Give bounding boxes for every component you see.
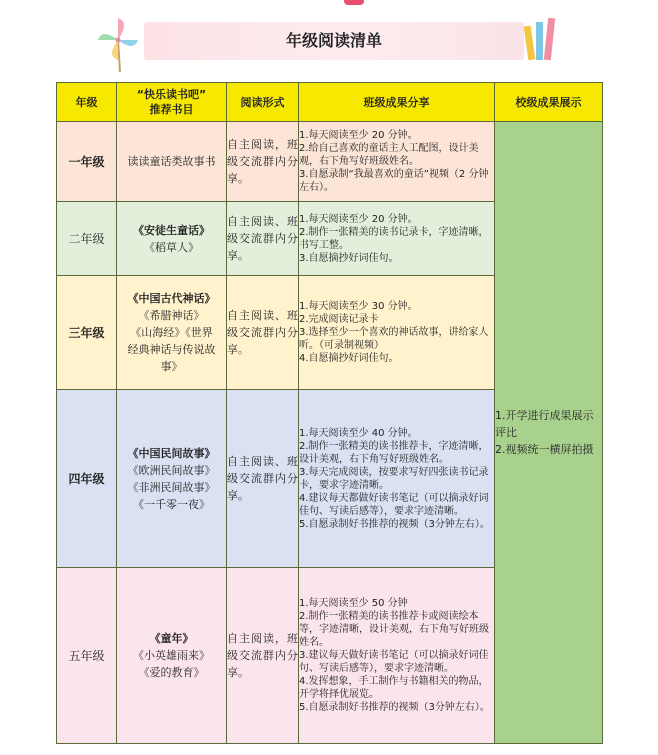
share-item: 3.建议每天做好读书笔记（可以摘录好词佳句、写读后感等），要求字迹清晰。 xyxy=(299,650,489,674)
share-item: 3.选择至少一个喜欢的神话故事，讲给家人听。（可录制视频） xyxy=(299,327,489,351)
share-item: 4.建议每天都做好读书笔记（可以摘录好词佳句、写读后感等），要求字迹清晰。 xyxy=(299,492,489,517)
header-class-share: 班级成果分享 xyxy=(299,83,495,122)
school-show-cell xyxy=(495,122,603,744)
share-item: 2.制作一张精美的读书记录卡，字迹清晰，书写工整。 xyxy=(299,226,489,251)
share-item: 4.自愿摘抄好词佳句。 xyxy=(299,353,399,364)
share-item: 1.每天阅读至少 50 分钟 xyxy=(299,598,408,609)
share-cell xyxy=(299,390,495,568)
share-item: 1.每天阅读至少 20 分钟。 xyxy=(299,130,418,141)
pinwheel-icon xyxy=(96,14,140,72)
school-show-item: 2.视频统一横屏拍摄 xyxy=(495,443,594,456)
form-cell: 自主阅读，班级交流群内分享。 xyxy=(227,568,299,744)
share-cell xyxy=(299,202,495,276)
form-cell: 自主阅读，班级交流群内分享。 xyxy=(227,122,299,202)
form-cell: 自主阅读、班级交流群内分享。 xyxy=(227,390,299,568)
books-cell xyxy=(117,202,227,276)
book-title: 《童年》 xyxy=(149,632,194,645)
share-cell xyxy=(299,276,495,390)
book-title: 《一千零一夜》 xyxy=(133,497,210,511)
grade-cell: 二年级 xyxy=(57,202,117,276)
reading-list-table xyxy=(56,82,603,744)
book-title: 《欧洲民间故事》 xyxy=(127,463,216,477)
share-item: 5.自愿录制好书推荐的视频（3分钟左右）。 xyxy=(299,702,490,713)
share-item: 2.给自己喜欢的童话主人工配图，设计美观，右下角写好班级姓名。 xyxy=(299,143,479,167)
header-form: 阅读形式 xyxy=(227,83,299,122)
school-show-item: 1.开学进行成果展示评比 xyxy=(495,409,594,439)
share-item: 3.每天完成阅读，按要求写好四张读书记录卡，要求字迹清晰。 xyxy=(299,466,489,491)
book-title: 《爱的教育》 xyxy=(138,666,205,679)
share-item: 2.制作一张精美的读书推荐卡或阅读绘本等，字迹清晰，设计美观，右下角写好班级姓名。 xyxy=(299,611,489,648)
form-cell: 自主阅读、班级交流群内分享。 xyxy=(227,202,299,276)
book-title: 事》 xyxy=(160,360,183,373)
page-title: 年级阅读清单 xyxy=(285,31,382,50)
table-header-row xyxy=(57,83,603,122)
grade-cell: 四年级 xyxy=(57,390,117,568)
book-title: 《小英雄雨来》 xyxy=(133,649,210,662)
book-title: 《非洲民间故事》 xyxy=(127,480,216,494)
header-grade: 年级 xyxy=(57,83,117,122)
header-books-line2: 推荐书目 xyxy=(149,103,194,116)
top-decoration xyxy=(344,0,364,5)
books-cell xyxy=(117,276,227,390)
books-cell xyxy=(117,122,227,202)
share-item: 4.发挥想象，手工制作与书籍相关的物品，开学将择优展览。 xyxy=(299,676,489,700)
table-row xyxy=(57,122,603,202)
share-item: 5.自愿录制好书推荐的视频（3分钟左右）。 xyxy=(299,518,490,530)
page-header xyxy=(0,0,658,80)
share-item: 2.制作一张精美的读书推荐卡，字迹清晰，设计美观，右下角写好班级姓名。 xyxy=(299,440,489,465)
grade-cell: 一年级 xyxy=(57,122,117,202)
books-icon xyxy=(522,14,562,62)
share-item: 3.自愿录制“我最喜欢的童话”视频（2 分钟左右）。 xyxy=(299,169,489,193)
share-item: 2.完成阅读记录卡 xyxy=(299,314,379,325)
header-books xyxy=(117,83,227,122)
form-cell: 自主阅读、班级交流群内分享。 xyxy=(227,276,299,390)
share-cell xyxy=(299,122,495,202)
book-title: 《中国古代神话》 xyxy=(127,292,216,305)
share-cell xyxy=(299,568,495,744)
book-title: 《山海经》《世界 xyxy=(130,326,213,339)
share-item: 1.每天阅读至少 20 分钟。 xyxy=(299,213,418,225)
header-books-line1: “快乐读书吧” xyxy=(136,88,207,101)
book-title: 《安徒生童话》 xyxy=(133,223,210,237)
grade-cell: 三年级 xyxy=(57,276,117,390)
share-item: 1.每天阅读至少 40 分钟。 xyxy=(299,427,418,439)
book-title: 《稻草人》 xyxy=(144,240,199,254)
book-title: 《中国民间故事》 xyxy=(127,446,216,460)
books-cell xyxy=(117,568,227,744)
share-item: 1.每天阅读至少 30 分钟。 xyxy=(299,301,418,312)
header-school-show: 校级成果展示 xyxy=(495,83,603,122)
book-title: 读读童话类故事书 xyxy=(127,155,216,168)
book-title: 《希腊神话》 xyxy=(138,309,205,322)
book-title: 经典神话与传说故 xyxy=(127,343,216,356)
share-item: 3.自愿摘抄好词佳句。 xyxy=(299,252,399,264)
grade-cell: 五年级 xyxy=(57,568,117,744)
books-cell xyxy=(117,390,227,568)
